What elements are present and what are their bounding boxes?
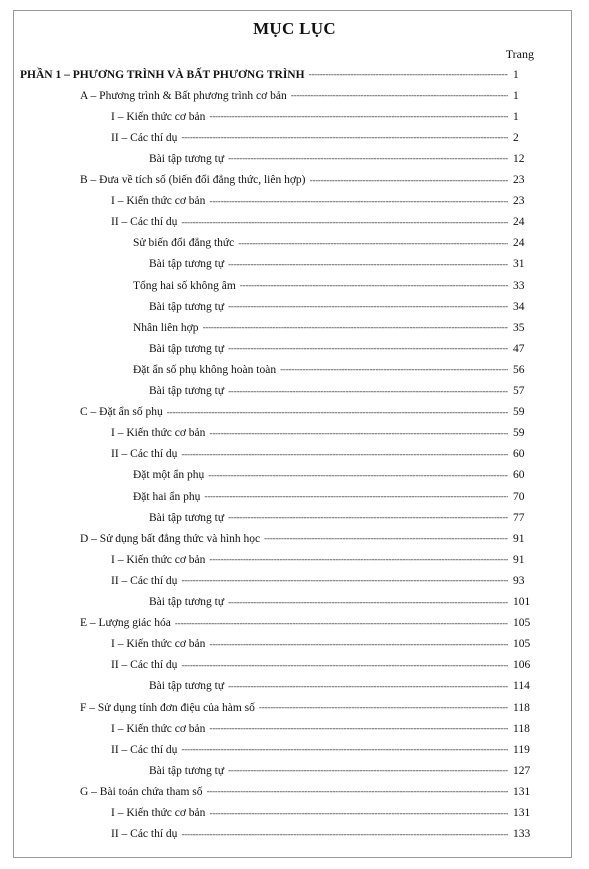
toc-entry-page-number: 57 [513, 385, 525, 397]
toc-entry-label: II – Các thí dụ [111, 828, 178, 841]
toc-entry[interactable] [80, 697, 539, 718]
toc-entry-label: Bài tập tương tự [149, 680, 225, 693]
toc-entry-label: Bài tập tương tự [149, 300, 225, 313]
toc-dot-leader [238, 233, 508, 254]
page-column-label: Trang [505, 47, 534, 61]
toc-entry[interactable] [20, 64, 539, 85]
toc-entry[interactable] [111, 570, 539, 591]
toc-entry-page-number: 70 [513, 490, 525, 503]
toc-dot-leader [209, 634, 508, 655]
toc-entry-page-number: 118 [513, 701, 530, 714]
toc-dot-leader [181, 570, 508, 591]
toc-dot-leader [228, 338, 508, 359]
toc-entry-page-number: 101 [513, 596, 531, 608]
toc-entry-page-number: 105 [513, 638, 531, 651]
toc-dot-leader [167, 402, 508, 423]
toc-entry-label: II – Các thí dụ [111, 743, 178, 756]
toc-entry-page-number: 127 [513, 764, 531, 777]
toc-entry[interactable] [133, 233, 539, 254]
toc-entry[interactable] [80, 613, 539, 634]
toc-entry[interactable] [111, 655, 539, 676]
toc-entry[interactable] [80, 528, 539, 549]
toc-dot-leader [181, 127, 508, 148]
toc-dot-leader [181, 212, 508, 233]
toc-dot-leader [209, 549, 508, 570]
toc-entry-page-number: 133 [513, 828, 531, 841]
toc-dot-leader [228, 507, 508, 528]
toc-entry-page-number: 34 [513, 300, 525, 313]
toc-entry-page-number: 60 [513, 448, 525, 461]
toc-dot-leader [228, 676, 508, 697]
toc-entry-page-number: 12 [513, 152, 525, 165]
toc-entry-page-number: 119 [513, 743, 530, 756]
toc-entry-label: Tổng hai số không âm [133, 279, 236, 292]
toc-entry[interactable] [111, 739, 539, 760]
toc-entry-page-number: 105 [513, 617, 531, 630]
toc-entry-label: Bài tập tương tự [149, 258, 225, 271]
toc-entry[interactable] [111, 634, 539, 655]
toc-entry-page-number: 131 [513, 785, 531, 798]
toc-entry-label: I – Kiến thức cơ bản [111, 807, 206, 819]
toc-entry-page-number: 1 [513, 89, 519, 102]
toc-dot-leader [209, 803, 508, 824]
toc-entry-label: I – Kiến thức cơ bản [111, 638, 206, 651]
toc-entry[interactable] [149, 254, 539, 275]
toc-entry-page-number: 56 [513, 363, 525, 376]
toc-dot-leader [209, 106, 508, 127]
toc-dot-leader [209, 423, 508, 444]
toc-entry[interactable] [80, 85, 539, 106]
toc-entry-label: B – Đưa về tích số (biến đổi đẳng thức, liên hợp) [80, 174, 306, 186]
toc-entry-page-number: 23 [513, 174, 525, 186]
toc-entry-label: D – Sử dụng bất đẳng thức và hình học [80, 532, 261, 545]
toc-entry[interactable] [111, 212, 539, 233]
toc-dot-leader [175, 613, 508, 634]
toc-entry[interactable] [133, 359, 539, 380]
toc-entry[interactable] [111, 191, 539, 212]
toc-entry[interactable] [149, 592, 539, 613]
toc-entry-label: I – Kiến thức cơ bản [111, 553, 206, 566]
toc-entry-page-number: 24 [513, 216, 525, 229]
toc-dot-leader [204, 486, 508, 507]
toc-entry-label: Bài tập tương tự [149, 385, 225, 397]
toc-dot-leader [181, 824, 508, 845]
toc-dot-leader [207, 781, 509, 802]
toc-entry-label: I – Kiến thức cơ bản [111, 110, 206, 123]
toc-entry-label: PHẦN 1 – PHƯƠNG TRÌNH VÀ BẤT PHƯƠNG TRÌNH [20, 68, 305, 81]
toc-entry-label: II – Các thí dụ [111, 131, 178, 144]
toc-entry-page-number: 59 [513, 406, 525, 419]
toc-entry[interactable] [111, 549, 539, 570]
toc-dot-leader [181, 655, 508, 676]
toc-entry-label: Bài tập tương tự [149, 342, 225, 355]
toc-entry-page-number: 24 [513, 237, 525, 250]
toc-entry-page-number: 118 [513, 722, 530, 735]
toc-entry[interactable] [133, 486, 539, 507]
toc-entry[interactable] [80, 781, 539, 802]
toc-entry[interactable] [80, 402, 539, 423]
toc-entry-page-number: 2 [513, 131, 519, 144]
toc-entry-label: Đặt một ẩn phụ [133, 469, 205, 482]
toc-dot-leader [228, 592, 508, 613]
toc-entry-label: C – Đặt ẩn số phụ [80, 406, 163, 419]
toc-entry-label: G – Bài toán chứa tham số [80, 785, 203, 798]
toc-entry[interactable] [133, 317, 539, 338]
toc-entry-label: A – Phương trình & Bất phương trình cơ bản [80, 89, 287, 102]
toc-entry[interactable] [80, 170, 539, 191]
toc-entry-label: Nhân liên hợp [133, 321, 199, 334]
toc-dot-leader [181, 739, 508, 760]
toc-dot-leader [228, 148, 508, 169]
toc-dot-leader [209, 718, 508, 739]
toc-dot-leader [310, 170, 508, 191]
toc-entry[interactable] [149, 338, 539, 359]
toc-entry[interactable] [111, 127, 539, 148]
toc-dot-leader [309, 64, 508, 85]
toc-entry[interactable] [111, 423, 539, 444]
toc-entry-page-number: 33 [513, 279, 525, 292]
toc-dot-leader [259, 697, 508, 718]
toc-entry[interactable] [149, 507, 539, 528]
toc-entry-page-number: 91 [513, 553, 525, 566]
toc-entry-label: II – Các thí dụ [111, 659, 178, 672]
toc-dot-leader [209, 191, 508, 212]
toc-entry-label: II – Các thí dụ [111, 574, 178, 587]
toc-dot-leader [181, 444, 508, 465]
toc-entry[interactable] [111, 106, 539, 127]
toc-dot-leader [208, 465, 508, 486]
toc-entry[interactable] [111, 444, 539, 465]
toc-entry[interactable] [133, 465, 539, 486]
toc-entry-page-number: 1 [513, 110, 519, 123]
toc-dot-leader [291, 85, 508, 106]
toc-entry[interactable] [149, 676, 539, 697]
toc-entry-page-number: 106 [513, 659, 531, 672]
toc-entry-label: Bài tập tương tự [149, 596, 225, 608]
toc-entry-page-number: 1 [513, 68, 519, 81]
toc-dot-leader [228, 296, 508, 317]
toc-entry-page-number: 60 [513, 469, 525, 482]
toc-dot-leader [228, 760, 508, 781]
toc-entry-label: I – Kiến thức cơ bản [111, 722, 206, 735]
toc-entry-label: Bài tập tương tự [149, 152, 225, 165]
toc-entry[interactable] [149, 381, 539, 402]
toc-entry-page-number: 31 [513, 258, 525, 271]
toc-entry[interactable] [111, 803, 539, 824]
toc-entry-label: Đặt hai ẩn phụ [133, 490, 201, 503]
toc-entry[interactable] [149, 296, 539, 317]
toc-entry-label: II – Các thí dụ [111, 216, 178, 229]
toc-entry-page-number: 131 [513, 807, 531, 819]
toc-entry-label: II – Các thí dụ [111, 448, 178, 461]
toc-entry-label: E – Lượng giác hóa [80, 617, 171, 630]
toc-dot-leader [203, 317, 509, 338]
toc-entry-page-number: 35 [513, 321, 525, 334]
toc-entry[interactable] [111, 824, 539, 845]
toc-entry[interactable] [149, 148, 539, 169]
toc-dot-leader [240, 275, 508, 296]
toc-entry-label: Sử biến đổi đẳng thức [133, 237, 235, 250]
toc-entry[interactable] [133, 275, 539, 296]
toc-dot-leader [264, 528, 508, 549]
page-title: MỤC LỤC [253, 19, 336, 38]
toc-entry-label: I – Kiến thức cơ bản [111, 195, 206, 208]
toc-entry-page-number: 59 [513, 427, 525, 440]
toc-entry-label: Bài tập tương tự [149, 764, 225, 777]
toc-entry-label: I – Kiến thức cơ bản [111, 427, 206, 440]
toc-entry-page-number: 91 [513, 532, 525, 545]
toc-entry-label: Bài tập tương tự [149, 511, 225, 524]
toc-dot-leader [280, 359, 508, 380]
toc-entry-page-number: 23 [513, 195, 525, 208]
toc-entry-page-number: 47 [513, 342, 525, 355]
toc-entry[interactable] [111, 718, 539, 739]
toc-entry-page-number: 114 [513, 680, 530, 693]
toc-dot-leader [228, 381, 508, 402]
toc-entry[interactable] [149, 760, 539, 781]
toc-entry-page-number: 77 [513, 511, 525, 524]
toc-dot-leader [228, 254, 508, 275]
toc-entry-label: Đặt ẩn số phụ không hoàn toàn [133, 363, 277, 376]
toc-entry-label: F – Sử dụng tính đơn điệu của hàm số [80, 701, 255, 714]
toc-entry-page-number: 93 [513, 574, 525, 587]
